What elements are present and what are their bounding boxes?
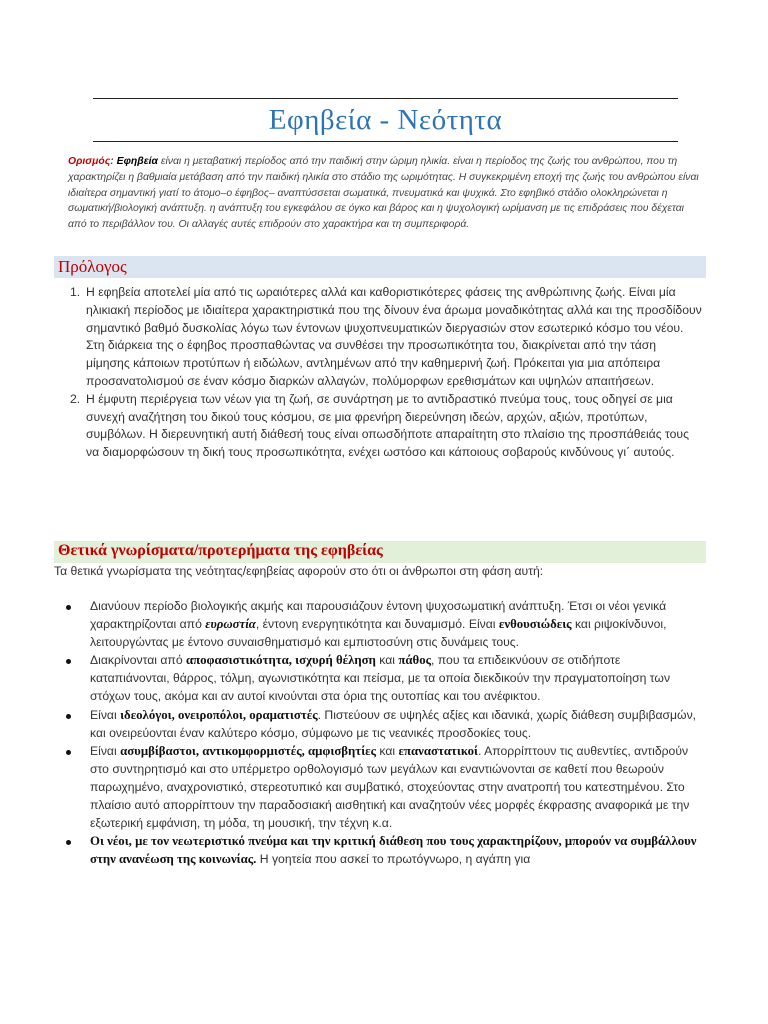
definition-paragraph xyxy=(68,154,704,233)
bullet-icon xyxy=(66,840,71,845)
positive-intro: Τα θετικά γνωρίσματα της νεότητας/εφηβείας αφορούν στο ότι οι άνθρωποι στη φάση αυτή: xyxy=(54,564,544,578)
bullet-text: και xyxy=(376,744,399,759)
bullet-item xyxy=(64,598,702,651)
definition-lead: Ορισμός: xyxy=(68,156,114,167)
title-bottom-rule xyxy=(93,141,678,142)
bullet-emphasis: πάθος xyxy=(398,653,432,668)
bullet-item xyxy=(64,743,702,832)
page-title: Εφηβεία - Νεότητα xyxy=(268,104,503,136)
bullet-item xyxy=(64,652,702,705)
bullet-text: , έντονη ενεργητικότητα και δυναμισμό. Είναι xyxy=(255,616,499,631)
positive-heading: Θετικά γνωρίσματα/προτερήματα της εφηβείας xyxy=(58,542,383,559)
bullet-emphasis: ιδεολόγοι, ονειροπόλοι, οραματιστές xyxy=(120,707,318,722)
bullet-text: Η γοητεία που ασκεί το πρωτόγνωρο, η αγάπη για xyxy=(256,852,531,867)
prologue-heading-bar xyxy=(54,256,706,278)
bullet-emphasis: ασυμβίβαστοι, αντικομφορμιστές, αμφισβητίες xyxy=(120,744,377,759)
bullet-text: και xyxy=(375,653,399,668)
positive-bullets xyxy=(64,598,702,870)
list-item xyxy=(70,284,702,391)
bullet-emphasis: ευρωστία xyxy=(205,616,256,631)
prologue-list xyxy=(70,284,702,462)
bullet-text: Διανύουν περίοδο βιολογικής ακμής και παρουσιάζουν έντονη ψυχοσωματική ανάπτυξη. Έτσι οι νέοι γενικά χαρακτηρίζονται από xyxy=(90,599,667,631)
list-item xyxy=(70,391,702,462)
bullet-text: . Πιστεύουν σε υψηλές αξίες και ιδανικά, χωρίς διάθεση συμβιβασμών, και ονειρεύονται έναν καλύτερο κόσμο, σύμφωνο με τις νεανικές προσδοκίες τους. xyxy=(90,707,697,740)
prologue-heading: Πρόλογος xyxy=(58,257,127,276)
bullet-text: . Απορρίπτουν τις αυθεντίες, αντιδρούν στο συντηρητισμό και στο υπέρμετρο ορθολογισμό των μεγάλων και εναντιώνονται σε καθετί που θεωρούν παρωχημένο, αναχρονιστικό, στερεοτυπικό και συμβατικό, στοχεύοντας στην ανατροπή του κατεστημένου. Στο πλαίσιο αυτό απορρίπτουν την παραδοσιακή αισθητική και αναζητούν νέες μορφές έκφρασης αναφορικά με την εξωτερική εμφάνιση, τη μόδα, τη μουσική, την τέχνη κ.α. xyxy=(90,744,690,830)
bullet-icon xyxy=(66,714,71,719)
list-marker: 1. xyxy=(70,285,81,299)
bullet-item xyxy=(64,833,702,869)
bullet-emphasis: επαναστατικοί xyxy=(398,744,478,759)
bullet-text: , που τα επιδεικνύουν σε οτιδήποτε καταπιάνονται, θάρρος, τόλμη, αγωνιστικότητα και πείσμα, με τα οποία διεκδικούν την πραγματοποίηση των στόχων τους, ακόμα και αν αυτοί κινούνται στα όρια της ουτοπίας και του ανέφικτου. xyxy=(90,653,671,703)
definition-text: είναι η μεταβατική περίοδος από την παιδική στην ώριμη ηλικία. είναι η περίοδος της ζωής του ανθρώπου, που τη χαρακτηρίζει η βαθμιαία μετάβαση από την παιδική ηλικία στο στάδιο της ωριμότητας. Η συγκεκριμένη εποχή της ζωής του ανθρώπου είναι ιδιαίτερα σημαντική γιατί το άτομο–ο έφηβος– αναπτύσσεται σωματικά, πνευματικά και ψυχικά. Στο εφηβικό στάδιο ολοκληρώνεται η σωματική/βιολογική ανάπτυξη. η ανάπτυξη του εγκεφάλου σε όγκο και βάρος και η ψυχολογική ωρίμανση με τις επιδράσεις που δέχεται από το περιβάλλον του. Οι αλλαγές αυτές επιδρούν στο χαρακτήρα και τη συμπεριφορά. xyxy=(68,156,699,231)
title-top-rule xyxy=(93,98,678,99)
bullet-text: Διακρίνονται από xyxy=(90,653,186,668)
bullet-emphasis: ενθουσιώδεις xyxy=(498,616,572,631)
bullet-icon xyxy=(66,659,71,664)
definition-term: Εφηβεία xyxy=(116,156,158,167)
bullet-emphasis: Οι νέοι, με τον νεωτεριστικό πνεύμα και την κριτική διάθεση που τους χαρακτηρίζουν, μπορούν να συμβάλλουν στην ανανέωση της κοινωνίας. xyxy=(90,834,697,867)
bullet-emphasis: αποφασιστικότητα, ισχυρή θέληση xyxy=(186,653,376,668)
list-marker: 2. xyxy=(70,391,81,406)
bullet-item xyxy=(64,707,702,743)
bullet-text: Είναι xyxy=(90,707,121,722)
bullet-text: Είναι xyxy=(90,744,121,759)
positive-heading-bar xyxy=(54,541,706,563)
list-item-text: Η εφηβεία αποτελεί μία από τις ωραιότερες αλλά και καθοριστικότερες φάσεις της ανθρώπινης ζωής. Είναι μία ηλικιακή περίοδος με ιδιαίτερα χαρακτηριστικά που της δίνουν ένα άρωμα μοναδικότητας αλλά και της προσδίδουν σημαντικό βαθμό δυσκολίας λόγω των έντονων ψυχοπνευματικών διεργασιών στον εσωτερικό κόσμο του νέου. Στη διάρκεια της ο έφηβος προσπαθώντας να συνθέσει την προσωπικότητα του, διακρίνεται από την τάση μίμησης κάποιων προτύπων ή ειδώλων, αντλημένων από την καθημερινή ζωή. Πρόκειται για μια απόπειρα προσανατολισμού σε έναν κόσμο διαρκών αλλαγών, πολύμορφων ερεθισμάτων και υψηλών απαιτήσεων. xyxy=(86,285,702,388)
bullet-text: και ριψοκίνδυνοι, λειτουργώντας με έντονο συναισθηματισμό και εμπιστοσύνη στις δυνάμεις τους. xyxy=(90,616,667,649)
list-item-text: Η έμφυτη περιέργεια των νέων για τη ζωή, σε συνάρτηση με το αντιδραστικό πνεύμα τους, τους οδηγεί σε μια συνεχή αναζήτηση του δικού τους κόσμου, σε μια φρενήρη διερεύνηση ιδεών, αρχών, αξιών, προτύπων, συμβόλων. Η διερευνητική αυτή διάθεσή τους είναι οπωσδήποτε απαραίτητη στο πλαίσιο της προσπάθειάς τους να διαμορφώσουν τη δική τους προσωπικότητα, ενέχει ωστόσο και κάποιους σοβαρούς κινδύνους γι΄ αυτούς. xyxy=(86,391,689,460)
bullet-icon xyxy=(66,750,71,755)
bullet-icon xyxy=(66,605,71,610)
